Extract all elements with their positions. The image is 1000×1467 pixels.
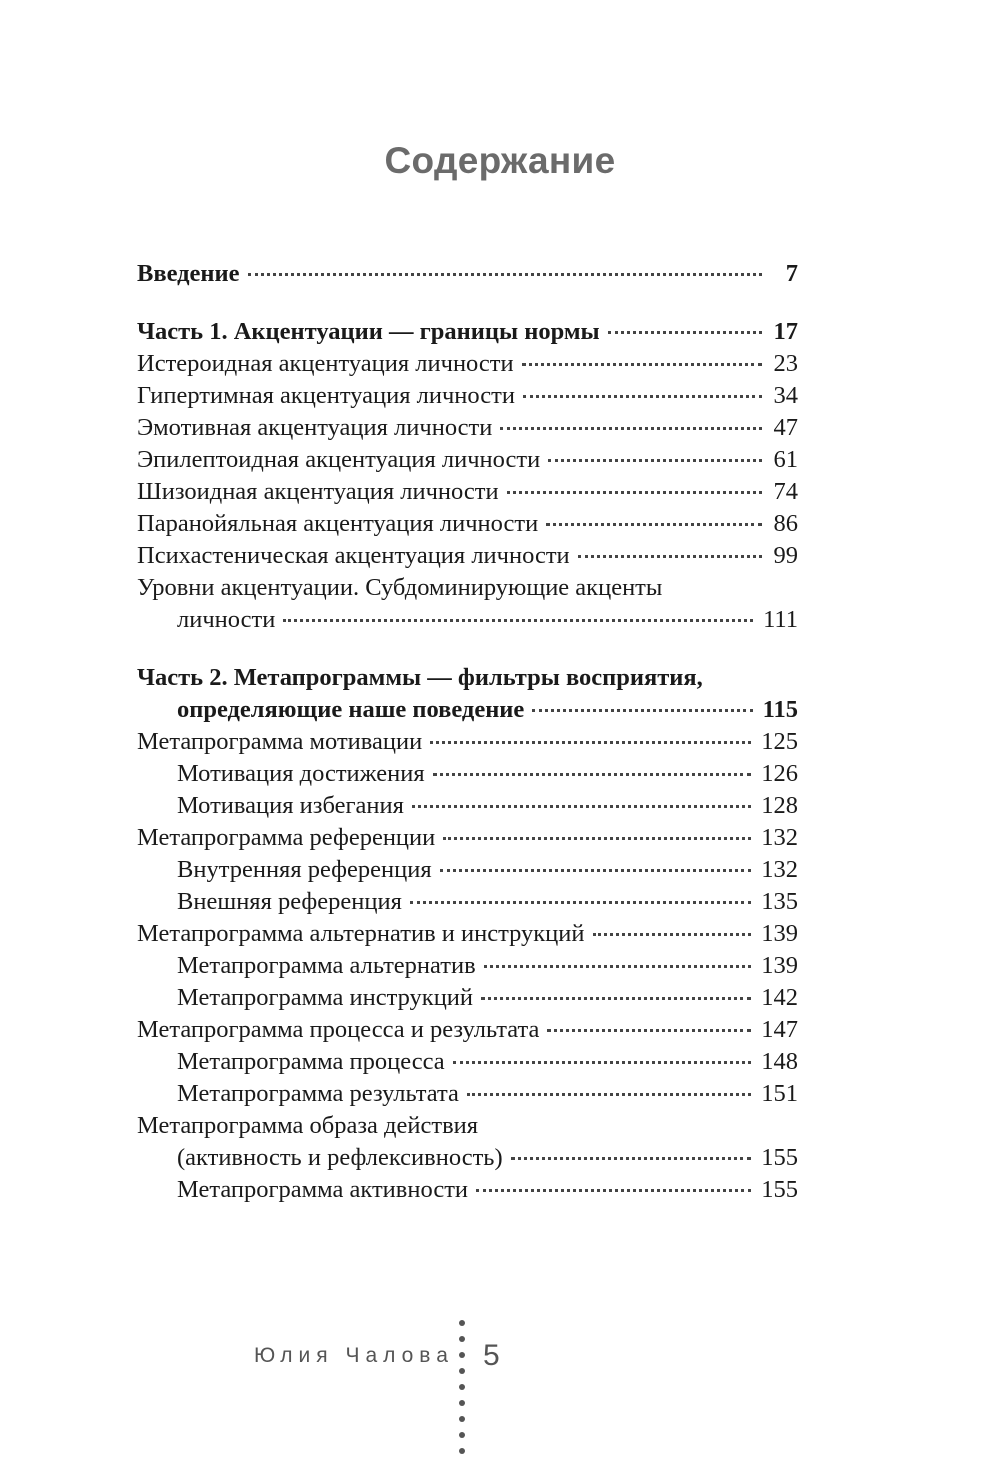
toc-page-number: 151	[761, 1080, 798, 1107]
dot-leader	[433, 773, 752, 776]
toc-page-number: 148	[761, 1048, 798, 1075]
toc-page-number: 86	[773, 510, 798, 537]
toc-page-number: 99	[773, 542, 798, 569]
dot-leader	[476, 1189, 751, 1192]
toc-entry	[137, 726, 798, 758]
dot-leader	[507, 491, 762, 494]
toc-page-number: 126	[761, 760, 798, 787]
dot-leader	[430, 741, 751, 744]
toc-page-number: 125	[761, 728, 798, 755]
dot-leader	[547, 1029, 751, 1032]
toc-subentry	[137, 1078, 798, 1110]
toc-entry-label: Эпилептоидная акцентуация личности	[137, 446, 541, 473]
toc-entry-label: личности	[177, 606, 276, 633]
toc-page-number: 155	[761, 1176, 798, 1203]
page-number: 5	[483, 1339, 500, 1372]
toc-entry-label: Метапрограмма процесса	[177, 1048, 445, 1075]
dot-leader	[522, 363, 762, 366]
dot-leader	[440, 869, 752, 872]
toc-entry-label: Мотивация достижения	[177, 760, 425, 787]
toc-entry	[137, 918, 798, 950]
toc-page-number: 115	[762, 696, 798, 723]
toc-entry	[137, 822, 798, 854]
toc-entry	[137, 476, 798, 508]
dot-leader	[481, 997, 751, 1000]
toc-page-number: 17	[773, 318, 798, 345]
toc-entry-label: Метапрограмма активности	[177, 1176, 469, 1203]
toc-entry-label: Внутренняя референция	[177, 856, 432, 883]
toc-part-heading	[137, 316, 798, 348]
toc-page-number: 135	[761, 888, 798, 915]
toc-entry-label: Шизоидная акцентуация личности	[137, 478, 499, 505]
toc-entry	[137, 572, 798, 636]
toc-subentry	[137, 950, 798, 982]
toc-page-number: 139	[761, 952, 798, 979]
dot-leader	[608, 331, 762, 334]
toc-entry	[137, 444, 798, 476]
toc-page-number: 7	[785, 260, 798, 287]
dot-leader	[467, 1093, 751, 1096]
running-footer-author: Юлия Чалова	[254, 1344, 454, 1367]
toc-subentry	[137, 1174, 798, 1206]
toc-entry-label: Метапрограмма процесса и результата	[137, 1016, 540, 1043]
toc-page-number: 132	[761, 856, 798, 883]
dot-leader	[593, 933, 752, 936]
toc-entry-label: Метапрограмма мотивации	[137, 728, 423, 755]
dot-leader	[412, 805, 751, 808]
toc-entry-label: Метапрограмма альтернатив	[177, 952, 476, 979]
dot-leader	[484, 965, 752, 968]
toc-entry	[137, 348, 798, 380]
toc-subentry	[137, 854, 798, 886]
table-of-contents	[137, 258, 798, 1206]
dot-leader	[283, 619, 753, 622]
toc-page-number: 139	[761, 920, 798, 947]
toc-entry-label: Гипертимная акцентуация личности	[137, 382, 515, 409]
dot-leader	[548, 459, 762, 462]
toc-entry	[137, 508, 798, 540]
toc-subentry	[137, 886, 798, 918]
toc-part-heading	[137, 662, 798, 726]
toc-entry-label: Метапрограмма референции	[137, 824, 436, 851]
dot-leader	[248, 273, 763, 276]
toc-entry-label: Введение	[137, 260, 240, 287]
toc-entry-label: Психастеническая акцентуация личности	[137, 542, 570, 569]
toc-subentry	[137, 982, 798, 1014]
toc-page-number: 128	[761, 792, 798, 819]
page-title: Содержание	[384, 140, 616, 181]
toc-subentry	[137, 790, 798, 822]
toc-entry	[137, 380, 798, 412]
toc-entry	[137, 412, 798, 444]
toc-entry-label: Эмотивная акцентуация личности	[137, 414, 493, 441]
toc-page-number: 34	[773, 382, 798, 409]
section-gap	[137, 636, 798, 662]
toc-page-number: 147	[761, 1016, 798, 1043]
toc-entry-label-line1: Часть 2. Метапрограммы — фильтры восприятия,	[137, 664, 703, 691]
toc-page-number: 142	[761, 984, 798, 1011]
toc-page-number: 132	[761, 824, 798, 851]
decorative-dot-column	[459, 1320, 469, 1464]
toc-entry	[137, 1110, 798, 1174]
toc-page-number: 47	[773, 414, 798, 441]
toc-entry-label: (активность и рефлексивность)	[177, 1144, 503, 1171]
toc-entry-label: Часть 1. Акцентуации — границы нормы	[137, 318, 600, 345]
toc-entry-label: определяющие наше поведение	[177, 696, 525, 723]
dot-leader	[532, 709, 752, 712]
toc-subentry	[137, 1046, 798, 1078]
toc-page-number: 111	[763, 606, 798, 633]
toc-subentry	[137, 758, 798, 790]
toc-entry	[137, 1014, 798, 1046]
dot-leader	[546, 523, 762, 526]
toc-entry-label: Внешняя референция	[177, 888, 402, 915]
toc-entry-label: Метапрограмма результата	[177, 1080, 459, 1107]
toc-entry-label: Истероидная акцентуация личности	[137, 350, 514, 377]
section-gap	[137, 290, 798, 316]
toc-page-number: 61	[773, 446, 798, 473]
toc-entry-label: Метапрограмма инструкций	[177, 984, 474, 1011]
toc-part-heading	[137, 258, 798, 290]
dot-leader	[443, 837, 751, 840]
toc-page-number: 23	[773, 350, 798, 377]
toc-page-number: 155	[761, 1144, 798, 1171]
toc-entry-label: Мотивация избегания	[177, 792, 404, 819]
dot-leader	[453, 1061, 752, 1064]
toc-page-number: 74	[773, 478, 798, 505]
dot-leader	[500, 427, 762, 430]
dot-leader	[511, 1157, 752, 1160]
toc-entry-label-line1: Метапрограмма образа действия	[137, 1112, 479, 1139]
toc-entry-label-line1: Уровни акцентуации. Субдоминирующие акценты	[137, 574, 663, 601]
toc-entry-label: Паранойяльная акцентуация личности	[137, 510, 539, 537]
toc-entry-label: Метапрограмма альтернатив и инструкций	[137, 920, 585, 947]
toc-entry	[137, 540, 798, 572]
dot-leader	[578, 555, 762, 558]
dot-leader	[523, 395, 762, 398]
dot-leader	[410, 901, 751, 904]
